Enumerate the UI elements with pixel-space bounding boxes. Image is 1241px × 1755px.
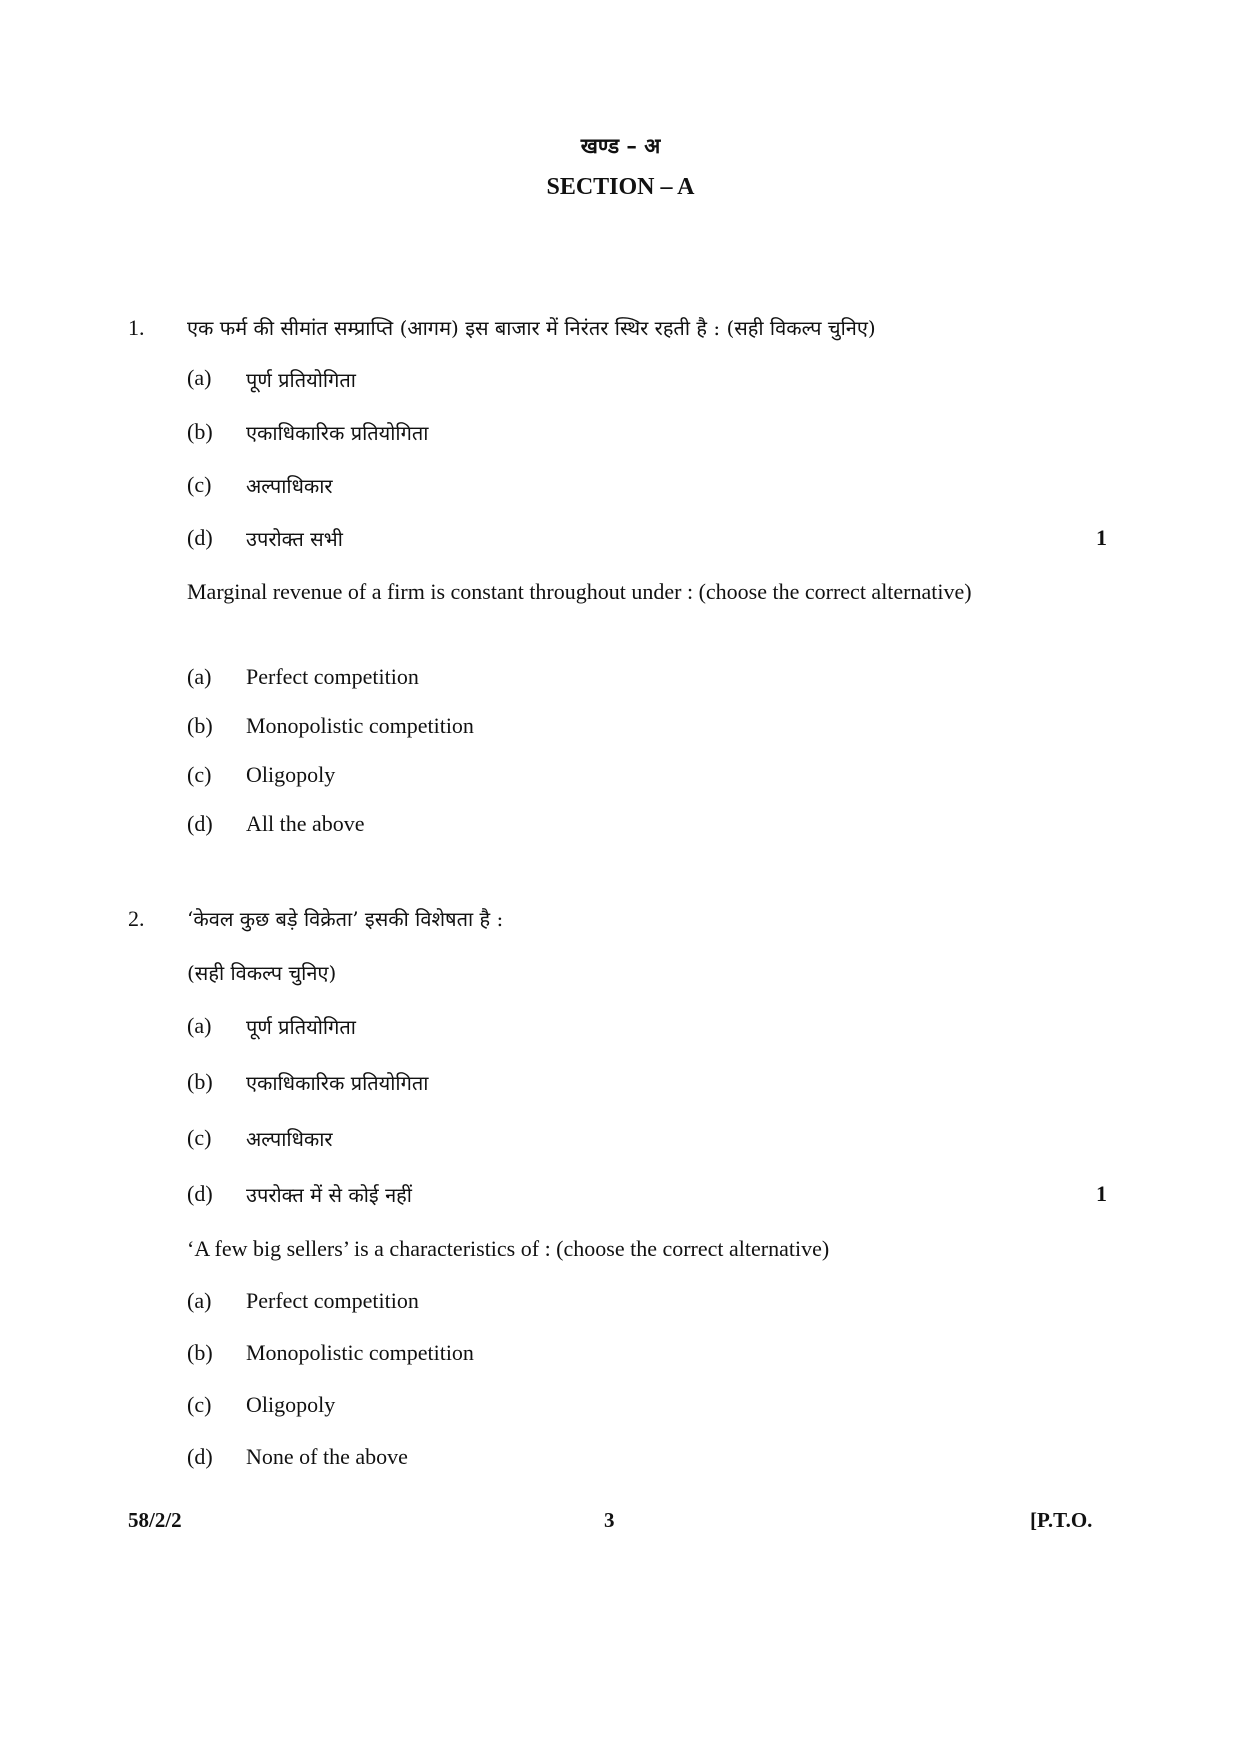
page-number: 3 — [604, 1508, 615, 1532]
option-text-english: Oligopoly — [246, 762, 336, 787]
option-text-hindi: एकाधिकारिक प्रतियोगिता — [246, 1071, 429, 1095]
option-text-hindi: पूर्ण प्रतियोगिता — [246, 1015, 356, 1039]
option-label: (d) — [187, 811, 213, 836]
option-text-english: All the above — [246, 811, 365, 836]
option-label: (b) — [187, 419, 213, 444]
question-stem-english: ‘A few big sellers’ is a characteristics of : (choose the correct alternative) — [187, 1236, 830, 1261]
option-label: (d) — [187, 1181, 213, 1206]
option-label: (b) — [187, 1069, 213, 1094]
option-label: (c) — [187, 762, 212, 787]
marks: 1 — [1096, 525, 1107, 550]
question-stem-english: Marginal revenue of a firm is constant throughout under : (choose the correct alternative) — [187, 579, 972, 604]
question-stem-hindi: ‘केवल कुछ बड़े विक्रेता’ इसकी विशेषता है : — [187, 907, 504, 931]
question-instruction-hindi: (सही विकल्प चुनिए) — [187, 961, 337, 985]
please-turn-over: [P.T.O. — [1030, 1508, 1093, 1532]
option-label: (c) — [187, 1125, 212, 1150]
option-label: (c) — [187, 472, 212, 497]
question-stem-hindi: एक फर्म की सीमांत सम्प्राप्ति (आगम) इस बाजार में निरंतर स्थिर रहती है : (सही विकल्प चुनिए) — [187, 316, 876, 340]
option-text-english: Monopolistic competition — [246, 713, 474, 738]
option-text-english: Oligopoly — [246, 1392, 336, 1417]
option-text-english: None of the above — [246, 1444, 408, 1469]
option-label: (a) — [187, 664, 212, 689]
option-text-hindi: पूर्ण प्रतियोगिता — [246, 368, 356, 392]
marks: 1 — [1096, 1181, 1107, 1206]
section-heading-hindi: खण्ड – अ — [580, 133, 661, 158]
option-label: (c) — [187, 1392, 212, 1417]
option-text-hindi: अल्पाधिकार — [246, 474, 333, 498]
option-label: (a) — [187, 1288, 212, 1313]
option-label: (a) — [187, 1013, 212, 1038]
question-number: 2. — [128, 906, 145, 931]
option-label: (d) — [187, 1444, 213, 1469]
option-label: (b) — [187, 1340, 213, 1365]
option-text-english: Monopolistic competition — [246, 1340, 474, 1365]
option-label: (a) — [187, 365, 212, 390]
option-text-hindi: उपरोक्त सभी — [246, 527, 343, 551]
option-text-hindi: अल्पाधिकार — [246, 1127, 333, 1151]
section-heading-english: SECTION – A — [546, 174, 695, 200]
option-text-english: Perfect competition — [246, 1288, 419, 1313]
option-text-hindi: एकाधिकारिक प्रतियोगिता — [246, 421, 429, 445]
option-label: (d) — [187, 525, 213, 550]
option-text-english: Perfect competition — [246, 664, 419, 689]
option-label: (b) — [187, 713, 213, 738]
option-text-hindi: उपरोक्त में से कोई नहीं — [246, 1183, 412, 1207]
question-number: 1. — [128, 315, 145, 340]
paper-code: 58/2/2 — [128, 1508, 182, 1532]
